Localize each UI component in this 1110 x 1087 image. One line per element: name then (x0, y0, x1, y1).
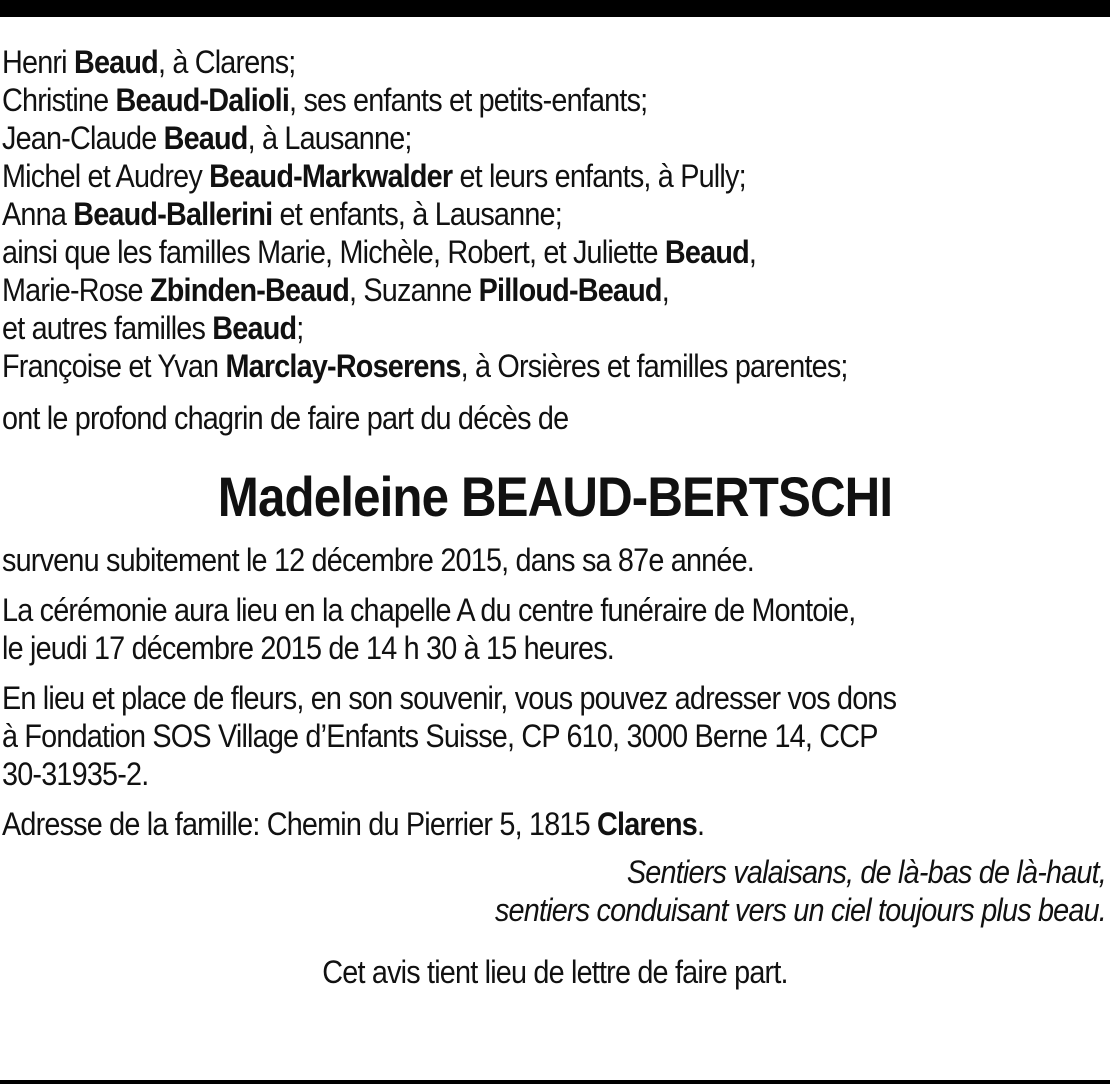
family-line: et autres familles Beaud; (2, 310, 304, 346)
family-surname: Marclay-Roserens (225, 348, 461, 384)
family-line: Michel et Audrey Beaud-Markwalder et leurs enfants, à Pully; (2, 158, 746, 194)
notice-content (2, 43, 1108, 991)
family-address (2, 805, 1108, 843)
family-surname: Zbinden-Beaud (149, 272, 350, 308)
donation-line-3: 30-31935-2. (2, 756, 149, 792)
ceremony-info (2, 591, 1108, 667)
family-surname: Beaud (163, 120, 248, 156)
family-line: Marie-Rose Zbinden-Beaud, Suzanne Pilloud-Beaud, (2, 272, 669, 308)
donation-info (2, 679, 1108, 793)
death-notice-text: survenu subitement le 12 décembre 2015, dans sa 87e année. (2, 542, 754, 578)
top-rule (0, 0, 1110, 17)
family-line: ainsi que les familles Marie, Michèle, Robert, et Juliette Beaud, (2, 234, 757, 270)
poem-line-1: Sentiers valaisans, de là-bas de là-haut, (626, 854, 1106, 890)
family-line: Françoise et Yvan Marclay-Roserens, à Orsières et familles parentes; (2, 348, 848, 384)
donation-line-2: à Fondation SOS Village d’Enfants Suisse, CP 610, 3000 Berne 14, CCP (2, 718, 878, 754)
address-text: Adresse de la famille: Chemin du Pierrier 5, 1815 (2, 806, 598, 842)
address-city: Clarens (597, 806, 698, 842)
address-end: . (697, 806, 705, 842)
family-surname: Beaud (212, 310, 297, 346)
closing-text: Cet avis tient lieu de lettre de faire part. (322, 954, 788, 990)
family-line: Jean-Claude Beaud, à Lausanne; (2, 120, 412, 156)
family-surname: Beaud-Dalioli (115, 82, 290, 118)
family-surname: Beaud (664, 234, 749, 270)
intro-text: ont le profond chagrin de faire part du décès de (2, 400, 569, 436)
family-surname: Beaud-Markwalder (209, 158, 453, 194)
family-line: Henri Beaud, à Clarens; (2, 44, 296, 80)
death-notice (2, 541, 1108, 579)
deceased-name: Madeleine BEAUD-BERTSCHI (217, 465, 893, 528)
donation-line-1: En lieu et place de fleurs, en son souvenir, vous pouvez adresser vos dons (2, 680, 897, 716)
family-list (2, 43, 1108, 385)
ceremony-line-2: le jeudi 17 décembre 2015 de 14 h 30 à 15 heures. (2, 630, 614, 666)
family-surname: Pilloud-Beaud (478, 272, 662, 308)
family-surname: Beaud-Ballerini (73, 196, 273, 232)
family-surname: Beaud (73, 44, 158, 80)
family-line: Christine Beaud-Dalioli, ses enfants et petits-enfants; (2, 82, 648, 118)
family-line: Anna Beaud-Ballerini et enfants, à Lausanne; (2, 196, 562, 232)
poem-line-2: sentiers conduisant vers un ciel toujours plus beau. (494, 892, 1106, 928)
closing-note (2, 953, 1108, 991)
bottom-rule (0, 1080, 1110, 1084)
poem-quote (2, 853, 1108, 929)
ceremony-line-1: La cérémonie aura lieu en la chapelle A du centre funéraire de Montoie, (2, 592, 856, 628)
family-address-line (2, 805, 997, 843)
